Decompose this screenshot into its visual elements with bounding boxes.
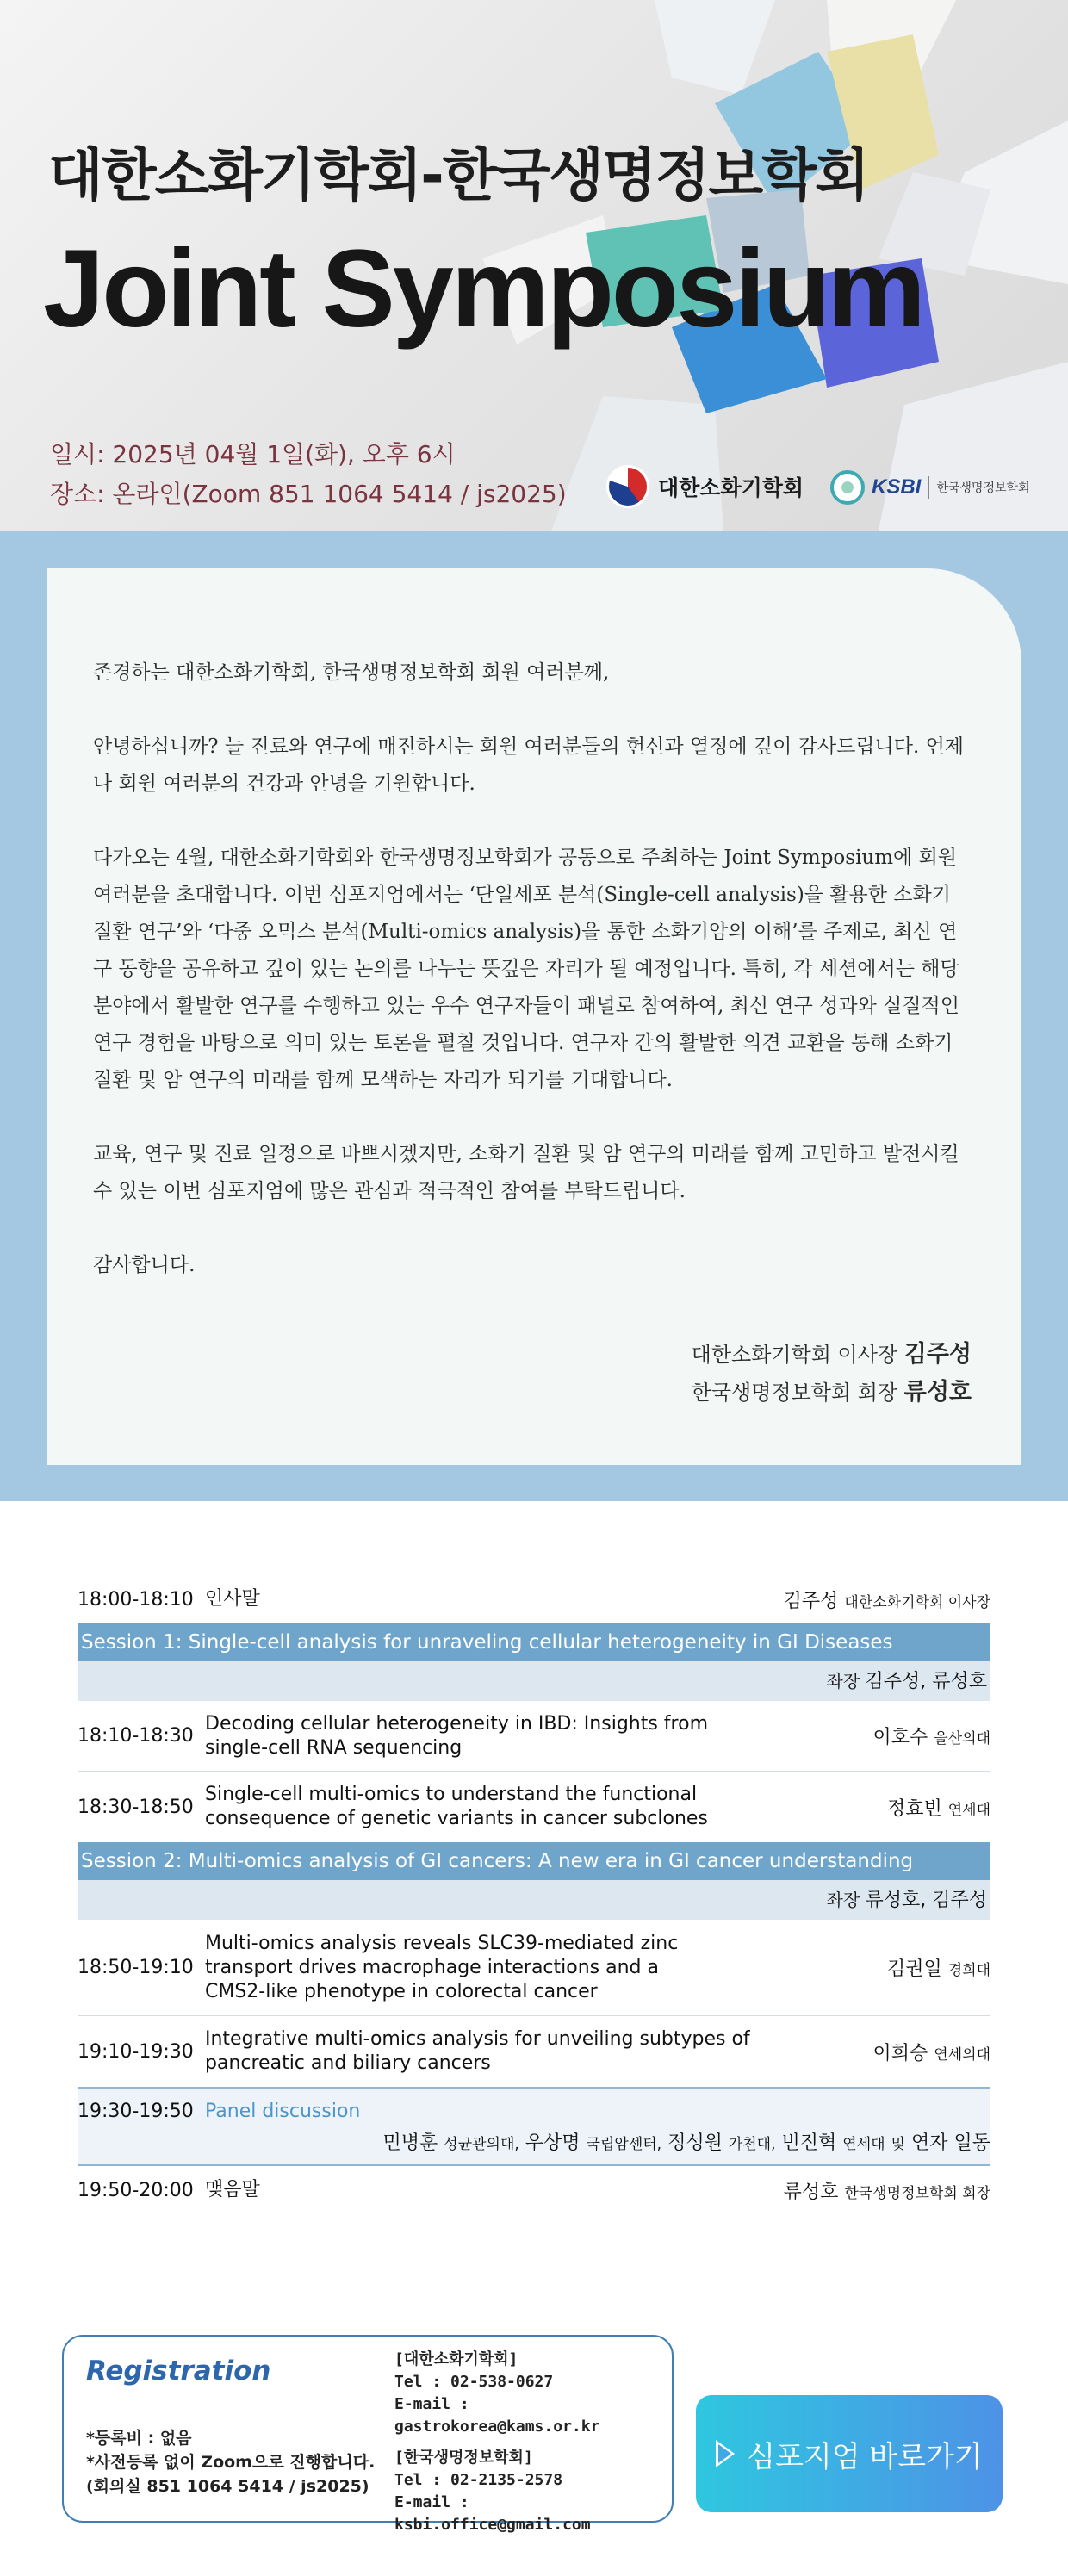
contact-email[interactable]: E-mail : ksbi.office@gmail.com [394, 2493, 591, 2534]
row-speaker: 이호수 울산의대 [872, 1727, 990, 1748]
letter-signatures [93, 1336, 975, 1412]
contact-email[interactable]: E-mail : gastrokorea@kams.or.kr [394, 2395, 600, 2436]
schedule-row-talk [78, 1920, 990, 2016]
symposium-link-button[interactable] [696, 2395, 1003, 2512]
schedule-row-panel [78, 2087, 990, 2166]
session-1-header: Session 1: Single-cell analysis for unraveling cellular heterogeneity in GI Diseases [78, 1623, 990, 1661]
row-title: 인사말 [205, 1588, 260, 1610]
registration-box [62, 2335, 674, 2534]
letter-paragraph-2: 다가오는 4월, 대한소화기학회와 한국생명정보학회가 공동으로 주최하는 Joint Symposium에 회원 여러분을 초대합니다. 이번 심포지엄에서는 ‘단일세포 분석(Single-cell analysis)을 활용한 소화기 질환 연구’와 ‘다중 오믹스 분석(Multi-omics analysis)을 통한 소화기암의 이해’를 주제로, 최신 연구 동향을 공유하고 깊이 있는 논의를 나누는 뜻깊은 자리가 될 예정입니다. 특히, 각 세션에서는 해당 분야에서 활발한 연구를 수행하고 있는 우수 연구자들이 패널로 참여하여, 최신 연구 성과와 실질적인 연구 경험을 바탕으로 의미 있는 토론을 펼칠 것입니다. 연구자 간의 활발한 의견 교환을 통해 소화기 질환 및 암 연구의 미래를 함께 모색하는 자리가 되기를 기대합니다. [93, 847, 959, 1091]
row-time: 19:30-19:50 [78, 2100, 194, 2122]
session-1-chair: 좌장 김주성, 류성호 [78, 1661, 990, 1701]
row-speaker: 김권일 경희대 [886, 1958, 990, 1980]
registration-footer [0, 2214, 1068, 2576]
contact-info [394, 2349, 672, 2545]
session-2-chair: 좌장 류성호, 김주성 [78, 1880, 990, 1920]
signature-name: 류성호 [903, 1379, 972, 1406]
row-title: Decoding cellular heterogeneity in IBD: Insights from single-cell RNA sequencing [205, 1712, 708, 1759]
row-time: 18:00-18:10 [78, 1588, 194, 1611]
event-date: 일시: 2025년 04월 1일(화), 오후 6시 [50, 440, 456, 469]
kams-emblem-icon [606, 465, 649, 508]
invitation-section [0, 531, 1068, 1501]
contact-ksbi: [한국생명정보학회] Tel : 02-2135-2578 E-mail : ksbi.office@gmail.com [394, 2447, 672, 2536]
letter-paragraph-1: 안녕하십니까? 늘 진료와 연구에 매진하시는 회원 여러분들의 헌신과 열정에 깊이 감사드립니다. 언제나 회원 여러분의 건강과 안녕을 기원합니다. [93, 736, 965, 795]
row-title: 맺음말 [205, 2179, 260, 2200]
letter-paragraph-3: 교육, 연구 및 진료 일정으로 바쁘시겠지만, 소화기 질환 및 암 연구의 미래를 함께 고민하고 발전시킬 수 있는 이번 심포지엄에 많은 관심과 적극적인 참여를 부탁드립니다. [93, 1143, 959, 1202]
invitation-letter [47, 568, 1021, 1465]
row-time: 18:50-19:10 [78, 1957, 194, 1978]
letter-closing: 감사합니다. [93, 1254, 196, 1276]
schedule-row-talk [78, 2016, 990, 2087]
row-title: Panel discussion [205, 2100, 361, 2122]
play-icon [716, 2440, 735, 2467]
letter-greeting: 존경하는 대한소화기학회, 한국생명정보학회 회원 여러분께, [93, 661, 610, 684]
kams-logo-text: 대한소화기학회 [658, 475, 804, 500]
kams-logo [606, 465, 804, 508]
hero-banner [0, 0, 1068, 531]
signature-name: 김주성 [903, 1341, 972, 1368]
row-title: Single-cell multi-omics to understand the functional consequence of genetic variants in cancer subclones [205, 1784, 708, 1829]
row-title: Multi-omics analysis reveals SLC39-mediated zinc transport drives macrophage interactions and a CMS2-like phenotype in colorectal cancer [205, 1932, 679, 2002]
session-2-header: Session 2: Multi-omics analysis of GI cancers: A new era in GI cancer understanding [78, 1842, 990, 1880]
logo-divider [928, 476, 929, 499]
contact-kams: [대한소화기학회] Tel : 02-538-0627 E-mail : gastrokorea@kams.or.kr [394, 2349, 672, 2438]
row-speaker: 김주성 대한소화기학회 이사장 [783, 1590, 990, 1612]
schedule-row-opening [78, 1575, 990, 1623]
hero-title-english: Joint Symposium [43, 227, 923, 351]
row-time: 18:10-18:30 [78, 1725, 194, 1747]
row-time: 19:50-20:00 [78, 2179, 194, 2201]
signature-ksbi: 한국생명정보학회 회장 류성호 [691, 1379, 972, 1406]
ksbi-logo-subtext: 한국생명정보학회 [936, 481, 1030, 495]
registration-title: Registration [86, 2356, 271, 2387]
schedule-row-talk [78, 1701, 990, 1772]
ksbi-logo [830, 470, 1030, 505]
row-time: 18:30-18:50 [78, 1796, 194, 1818]
row-speaker: 류성호 한국생명정보학회 회장 [783, 2181, 990, 2203]
signature-kams: 대한소화기학회 이사장 김주성 [691, 1341, 972, 1368]
row-time: 19:10-19:30 [78, 2040, 194, 2063]
ksbi-logo-text: KSBI [872, 475, 922, 499]
ksbi-emblem-icon [830, 470, 865, 505]
program-schedule [0, 1501, 1068, 2214]
row-speaker: 정효빈 연세대 [886, 1797, 990, 1820]
row-speaker: 이희승 연세의대 [872, 2042, 990, 2064]
schedule-row-talk [78, 1772, 990, 1842]
event-place: 장소: 온라인(Zoom 851 1064 5414 / js2025) [50, 480, 567, 508]
hero-title-korean: 대한소화기학회-한국생명정보학회 [48, 142, 868, 208]
registration-info: *등록비 : 없음 *사전등록 없이 Zoom으로 진행합니다. (회의실 851 1064 5414 / js2025) [86, 2429, 376, 2496]
schedule-row-closing [78, 2166, 990, 2214]
symposium-link-label: 심포지엄 바로가기 [747, 2439, 983, 2474]
row-title: Integrative multi-omics analysis for unveiling subtypes of pancreatic and biliary cancers [205, 2028, 750, 2074]
panel-members: 민병훈 성균관의대, 우상명 국립암센터, 정성원 가천대, 빈진혁 연세대 및 연자 일동 [382, 2132, 990, 2154]
